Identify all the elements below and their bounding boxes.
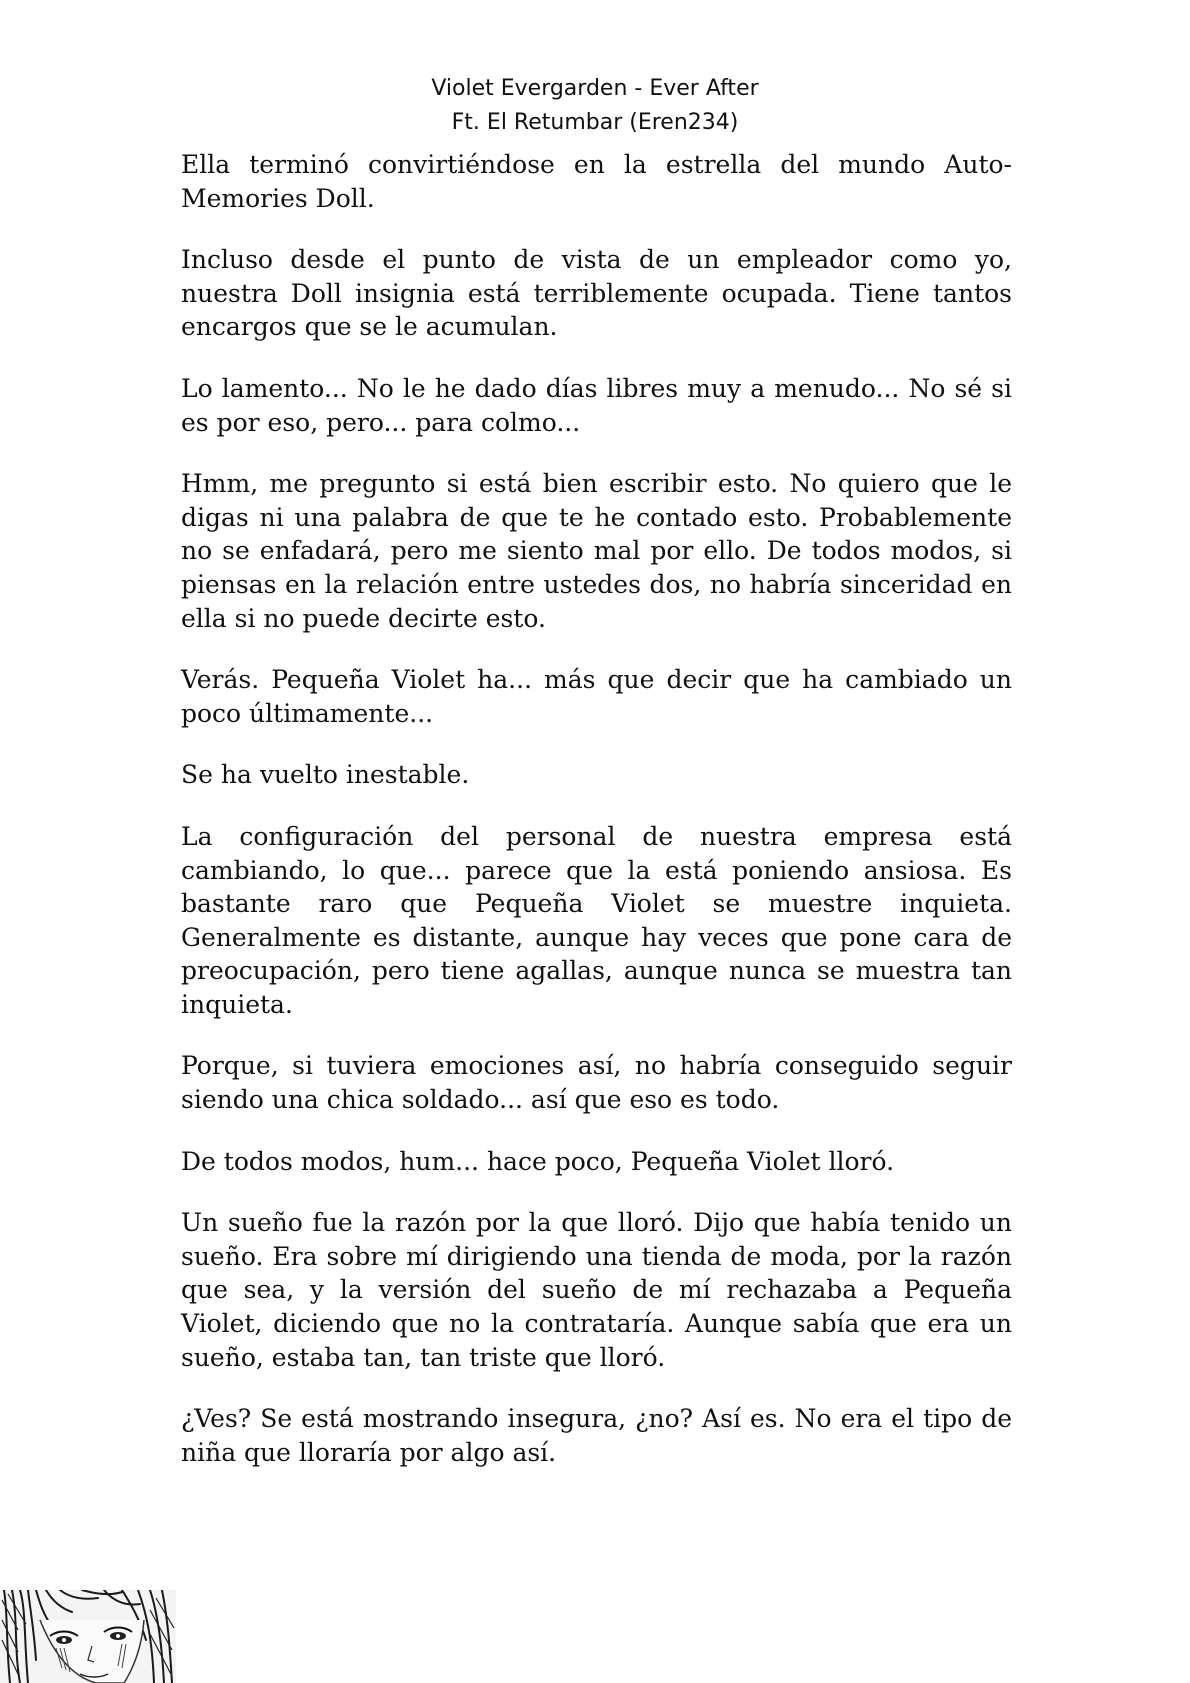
paragraph: Verás. Pequeña Violet ha... más que decir que ha cambiado un poco últimamente... (181, 665, 1012, 728)
paragraph: ¿Ves? Se está mostrando insegura, ¿no? Así es. No era el tipo de niña que lloraría por algo así. (181, 1404, 1012, 1467)
manga-portrait-icon (0, 1590, 176, 1683)
paragraph: Incluso desde el punto de vista de un empleador como yo, nuestra Doll insignia está terriblemente ocupada. Tiene tantos encargos que se le acumulan. (181, 245, 1012, 342)
paragraph: Lo lamento... No le he dado días libres muy a menudo... No sé si es por eso, pero... para colmo... (181, 373, 1012, 437)
page-header (0, 72, 1190, 140)
paragraph: La configuración del personal de nuestra empresa está cambiando, lo que... parece que la está poniendo ansiosa. Es bastante raro que Pequeña Violet se muestre inquieta. Generalmente es distante, aunque hay veces que pone cara de preocupación, pero tiene agallas, aunque nunca se muestra tan inquieta. (181, 821, 1012, 1019)
paragraph: Se ha vuelto inestable. (181, 760, 470, 790)
header-subtitle: Ft. El Retumbar (Eren234) (451, 110, 739, 135)
paragraph: Ella terminó convirtiéndose en la estrella del mundo Auto-Memories Doll. (181, 150, 1012, 213)
paragraph: Porque, si tuviera emociones así, no habría conseguido seguir siendo una chica soldado... así que eso es todo. (181, 1051, 1012, 1115)
paragraph: Hmm, me pregunto si está bien escribir esto. No quiero que le digas ni una palabra de que te he contado esto. Probablemente no se enfadará, pero me siento mal por ello. De todos modos, si piensas en la relación entre ustedes dos, no habría sinceridad en ella si no puede decirte esto. (181, 469, 1012, 633)
paragraph: De todos modos, hum... hace poco, Pequeña Violet lloró. (181, 1146, 895, 1176)
body-text (181, 148, 1012, 1497)
header-title: Violet Evergarden - Ever After (431, 76, 759, 101)
paragraph: Un sueño fue la razón por la que lloró. Dijo que había tenido un sueño. Era sobre mí dirigiendo una tienda de moda, por la razón que sea, y la versión del sueño de mí rechazaba a Pequeña Violet, diciendo que no la contrataría. Aunque sabía que era un sueño, estaba tan, tan triste que lloró. (181, 1208, 1012, 1372)
